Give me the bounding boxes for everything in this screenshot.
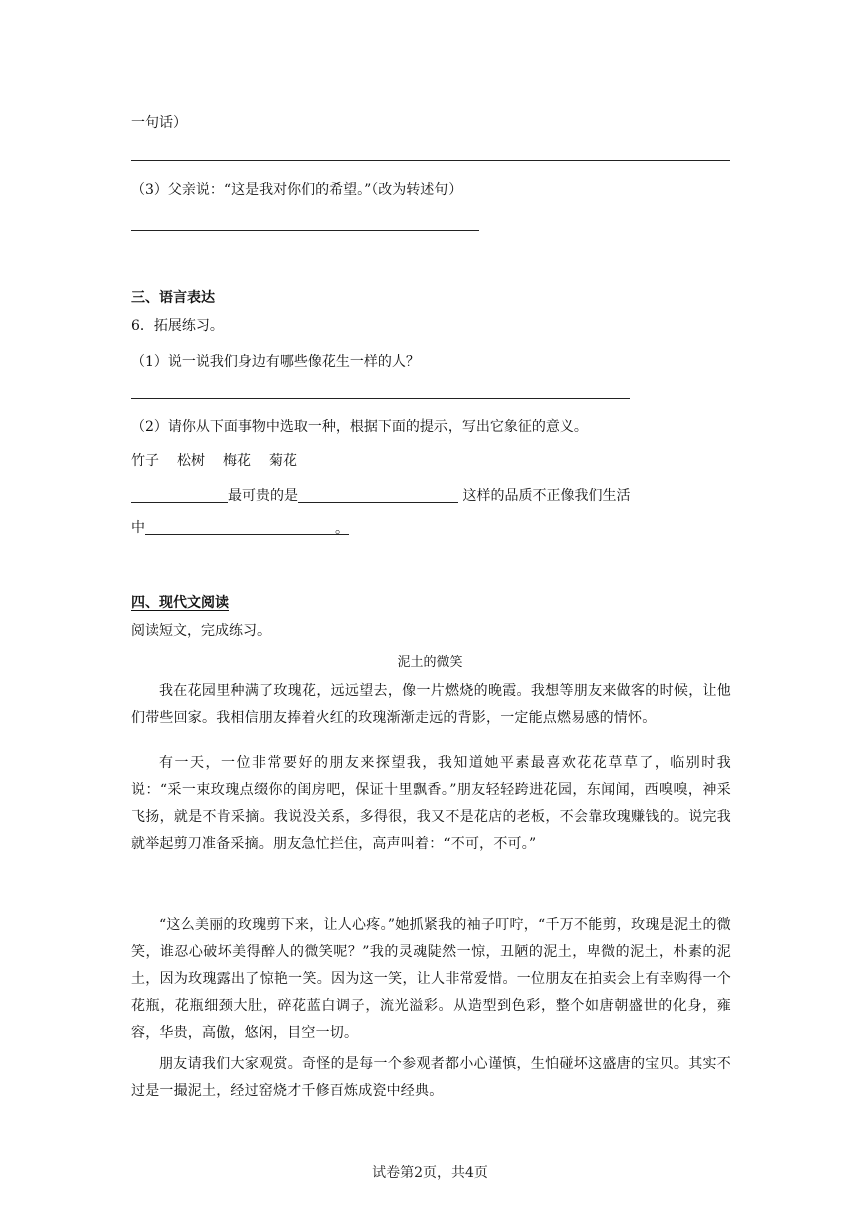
reading-instruction: 阅读短文，完成练习。 — [131, 623, 271, 639]
fill-line-2 — [131, 517, 349, 537]
option-item: 松树 — [177, 453, 205, 469]
passage-paragraph: 朋友请我们大家观赏。奇怪的是每一个参观者都小心谨慎，生怕碰坏这盛唐的宝贝。其实不过是一撮泥土，经过窑烧才千修百炼成瓷中经典。 — [131, 1056, 731, 1099]
q5-tail-text: 一句话） — [131, 115, 187, 131]
blank-field[interactable] — [298, 486, 458, 503]
fill-end-mark: 。 — [335, 521, 349, 537]
page-footer: 试卷第2页，共4页 — [372, 1165, 488, 1181]
section-heading-3: 三、语言表达 — [131, 290, 215, 306]
section-heading-4: 四、现代文阅读 — [131, 595, 229, 611]
fill-zhong-text: 中 — [131, 520, 145, 536]
q6-item1: （1）说一说我们身边有哪些像花生一样的人？ — [131, 354, 420, 370]
blank-field[interactable] — [145, 518, 349, 535]
blank-field[interactable] — [131, 486, 228, 503]
options-row — [131, 450, 297, 470]
option-item: 梅花 — [223, 453, 251, 469]
passage-title: 泥土的微笑 — [397, 655, 463, 670]
option-item: 竹子 — [131, 453, 159, 469]
q6-item2: （2）请你从下面事物中选取一种，根据下面的提示，写出它象征的意义。 — [131, 419, 588, 435]
fill-line-1 — [131, 485, 630, 505]
q6-title: 6．拓展练习。 — [131, 318, 224, 334]
answer-line[interactable] — [131, 230, 479, 231]
fill-tail-text: 这样的品质不正像我们生活 — [458, 488, 631, 504]
fill-mid-text: 最可贵的是 — [228, 488, 298, 504]
option-item: 菊花 — [269, 453, 297, 469]
passage-paragraph: 有一天，一位非常要好的朋友来探望我，我知道她平素最喜欢花花草草了，临别时我说：“采一束玫瑰点缀你的闺房吧，保证十里飘香。”朋友轻轻跨进花园，东闻闻，西嗅嗅，神采飞扬，就是不肯采摘。我说没关系，多得很，我又不是花店的老板，不会靠玫瑰赚钱的。说完我就举起剪刀准备采摘。朋友急忙拦住，高声叫着：“不可，不可。” — [131, 755, 731, 852]
q5-item3: （3）父亲说：“这是我对你们的希望。”（改为转述句） — [131, 182, 463, 198]
answer-line[interactable] — [131, 160, 730, 161]
answer-line[interactable] — [131, 398, 630, 399]
passage-paragraph: 我在花园里种满了玫瑰花，远远望去，像一片燃烧的晚霞。我想等朋友来做客的时候，让他们带些回家。我相信朋友捧着火红的玫瑰渐渐走远的背影，一定能点燃易感的情怀。 — [131, 683, 731, 726]
passage-paragraph: “这么美丽的玫瑰剪下来，让人心疼。”她抓紧我的袖子叮咛，“千万不能剪，玫瑰是泥土的微笑，谁忍心破坏美得醉人的微笑呢？”我的灵魂陡然一惊，丑陋的泥土，卑微的泥土，朴素的泥土，因为玫瑰露出了惊艳一笑。因为这一笑，让人非常爱惜。一位朋友在拍卖会上有幸购得一个花瓶，花瓶细颈大肚，碎花蓝白调子，流光溢彩。从造型到色彩，整个如唐朝盛世的化身，雍容，华贵，高傲，悠闲，目空一切。 — [131, 917, 731, 1041]
